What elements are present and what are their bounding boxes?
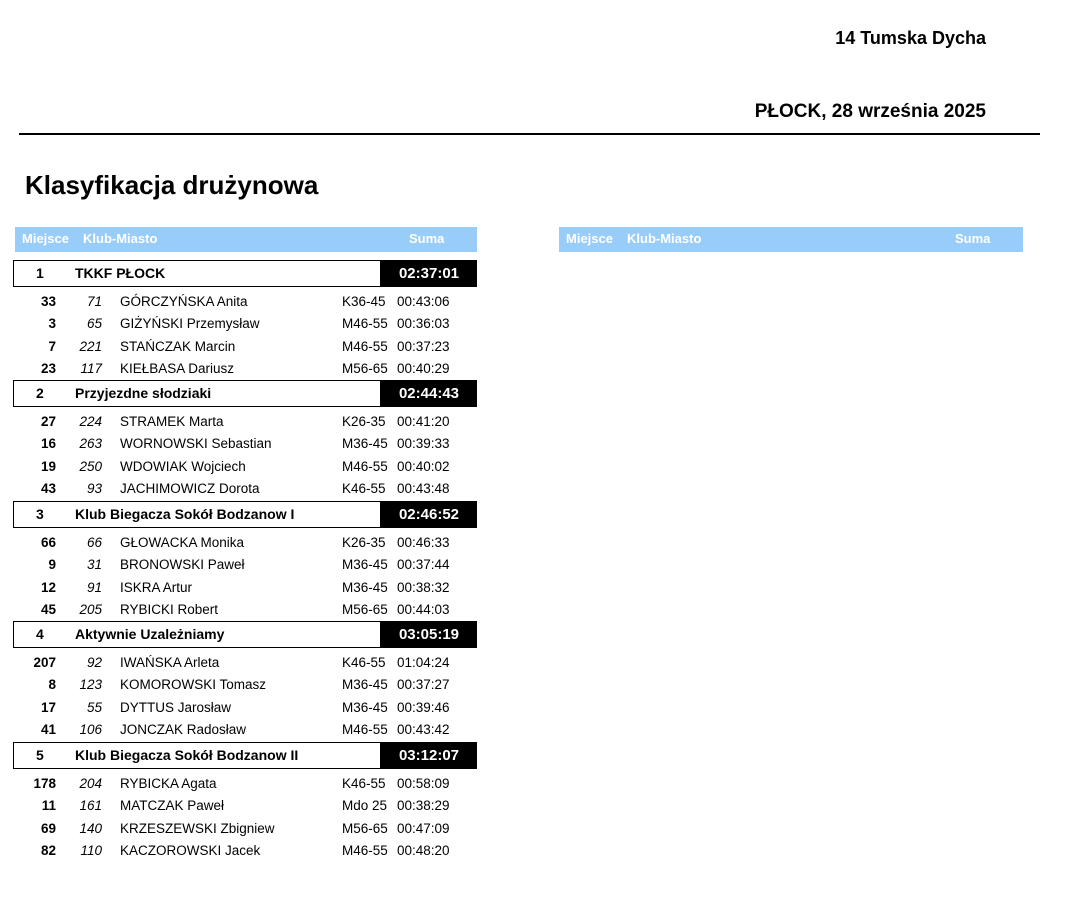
member-bib: 106	[79, 722, 102, 737]
member-name: KOMOROWSKI Tomasz	[120, 677, 267, 692]
team-rank: 2	[36, 385, 44, 401]
member-category: M36-45	[342, 677, 388, 692]
member-time: 00:46:33	[397, 535, 450, 550]
member-category: K46-55	[342, 481, 386, 496]
member-name: KRZESZEWSKI Zbigniew	[120, 821, 275, 836]
member-row	[13, 479, 477, 499]
member-row	[13, 533, 477, 553]
member-category: M46-55	[342, 316, 388, 331]
member-bib: 204	[79, 776, 102, 791]
member-name: BRONOWSKI Paweł	[120, 557, 245, 572]
member-bib: 221	[79, 339, 102, 354]
member-row	[13, 314, 477, 334]
member-category: K26-35	[342, 414, 386, 429]
member-place: 45	[40, 602, 56, 617]
member-place: 82	[40, 843, 56, 858]
column-total-header: Suma	[955, 231, 991, 246]
header-divider	[19, 133, 1040, 135]
column-place-header: Miejsce	[22, 231, 69, 246]
team-total-time: 02:44:43	[381, 380, 477, 407]
team-row	[13, 380, 477, 407]
member-row	[13, 292, 477, 312]
column-club-header: Klub-Miasto	[83, 231, 158, 246]
member-category: K26-35	[342, 535, 386, 550]
member-name: STAŃCZAK Marcin	[120, 339, 236, 354]
event-title: 14 Tumska Dycha	[835, 28, 986, 48]
team-box	[13, 742, 381, 769]
member-row	[13, 600, 477, 620]
member-time: 00:44:03	[397, 602, 450, 617]
member-name: DYTTUS Jarosław	[120, 700, 232, 715]
member-time: 00:43:48	[397, 481, 450, 496]
team-rank: 1	[36, 265, 44, 281]
member-time: 00:41:20	[397, 414, 450, 429]
member-bib: 55	[86, 700, 102, 715]
member-bib: 65	[86, 316, 102, 331]
member-row	[13, 359, 477, 379]
team-total-time: 02:46:52	[381, 501, 477, 528]
results-header-left	[15, 227, 477, 252]
member-place: 8	[48, 677, 56, 692]
member-bib: 123	[79, 677, 102, 692]
member-name: KACZOROWSKI Jacek	[120, 843, 261, 858]
member-category: M36-45	[342, 580, 388, 595]
member-place: 33	[40, 294, 56, 309]
member-place: 11	[41, 798, 56, 813]
member-place: 66	[40, 535, 56, 550]
member-row	[13, 819, 477, 839]
member-row	[13, 337, 477, 357]
member-name: WORNOWSKI Sebastian	[120, 436, 272, 451]
member-category: M46-55	[342, 722, 388, 737]
member-place: 41	[40, 722, 56, 737]
member-place: 23	[40, 361, 56, 376]
member-time: 00:38:32	[397, 580, 450, 595]
member-bib: 205	[79, 602, 102, 617]
member-category: K46-55	[342, 776, 386, 791]
member-time: 00:43:06	[397, 294, 450, 309]
member-row	[13, 434, 477, 454]
member-category: K46-55	[342, 655, 386, 670]
member-place: 69	[40, 821, 56, 836]
member-place: 3	[48, 316, 56, 331]
member-name: GÓRCZYŃSKA Anita	[120, 294, 248, 309]
member-place: 178	[33, 776, 56, 791]
team-name: Klub Biegacza Sokół Bodzanow I	[75, 506, 295, 522]
member-bib: 224	[79, 414, 102, 429]
member-time: 00:40:29	[397, 361, 450, 376]
member-category: M56-65	[342, 361, 388, 376]
member-row	[13, 653, 477, 673]
member-name: GŁOWACKA Monika	[120, 535, 245, 550]
team-total-time: 03:12:07	[381, 742, 477, 769]
member-bib: 263	[79, 436, 102, 451]
member-name: JACHIMOWICZ Dorota	[120, 481, 260, 496]
member-row	[13, 412, 477, 432]
member-bib: 140	[79, 821, 102, 836]
member-time: 00:37:23	[397, 339, 450, 354]
member-name: WDOWIAK Wojciech	[120, 459, 246, 474]
member-bib: 71	[86, 294, 102, 309]
team-row	[13, 501, 477, 528]
member-time: 00:38:29	[397, 798, 450, 813]
member-place: 9	[48, 557, 56, 572]
member-category: M46-55	[342, 339, 388, 354]
member-time: 00:40:02	[397, 459, 450, 474]
team-name: Aktywnie Uzależniamy	[75, 626, 225, 642]
member-category: M36-45	[342, 436, 388, 451]
member-row	[13, 698, 477, 718]
column-club-header: Klub-Miasto	[627, 231, 702, 246]
member-bib: 250	[79, 459, 102, 474]
section-title: Klasyfikacja drużynowa	[25, 170, 319, 200]
member-row	[13, 555, 477, 575]
member-time: 00:43:42	[397, 722, 450, 737]
team-row	[13, 742, 477, 769]
member-bib: 93	[86, 481, 102, 496]
member-category: M46-55	[342, 459, 388, 474]
member-time: 00:48:20	[397, 843, 450, 858]
member-name: RYBICKI Robert	[120, 602, 219, 617]
team-rank: 3	[36, 506, 44, 522]
member-time: 01:04:24	[397, 655, 450, 670]
member-bib: 161	[79, 798, 102, 813]
team-box	[13, 501, 381, 528]
member-time: 00:39:33	[397, 436, 450, 451]
member-time: 00:37:27	[397, 677, 450, 692]
team-box	[13, 380, 381, 407]
member-place: 43	[40, 481, 56, 496]
results-header-right	[559, 227, 1023, 252]
member-row	[13, 457, 477, 477]
team-name: Przyjezdne słodziaki	[75, 385, 212, 401]
member-bib: 66	[86, 535, 102, 550]
team-box	[13, 260, 381, 287]
member-place: 17	[40, 700, 56, 715]
member-name: RYBICKA Agata	[120, 776, 217, 791]
member-time: 00:37:44	[397, 557, 450, 572]
member-name: STRAMEK Marta	[120, 414, 224, 429]
member-row	[13, 796, 477, 816]
member-place: 207	[33, 655, 56, 670]
member-category: M46-55	[342, 843, 388, 858]
member-bib: 92	[86, 655, 102, 670]
team-name: TKKF PŁOCK	[75, 265, 166, 281]
member-name: ISKRA Artur	[120, 580, 193, 595]
team-total-time: 03:05:19	[381, 621, 477, 648]
member-name: MATCZAK Paweł	[120, 798, 225, 813]
team-rank: 4	[36, 626, 44, 642]
team-total-time: 02:37:01	[381, 260, 477, 287]
event-place-date: PŁOCK, 28 września 2025	[754, 101, 986, 122]
member-row	[13, 675, 477, 695]
member-category: K36-45	[342, 294, 386, 309]
team-rank: 5	[36, 747, 44, 763]
team-row	[13, 621, 477, 648]
member-time: 00:58:09	[397, 776, 450, 791]
team-box	[13, 621, 381, 648]
member-row	[13, 774, 477, 794]
member-row	[13, 720, 477, 740]
team-row	[13, 260, 477, 287]
member-name: IWAŃSKA Arleta	[120, 655, 220, 670]
member-name: GIŻYŃSKI Przemysław	[120, 316, 260, 331]
member-category: Mdo 25	[342, 798, 388, 813]
member-time: 00:39:46	[397, 700, 450, 715]
member-time: 00:47:09	[397, 821, 450, 836]
member-name: KIEŁBASA Dariusz	[120, 361, 235, 376]
member-place: 27	[40, 414, 56, 429]
member-bib: 31	[86, 557, 102, 572]
member-category: M56-65	[342, 602, 388, 617]
column-place-header: Miejsce	[566, 231, 613, 246]
member-row	[13, 841, 477, 861]
member-place: 12	[40, 580, 56, 595]
member-time: 00:36:03	[397, 316, 450, 331]
member-row	[13, 578, 477, 598]
member-category: M56-65	[342, 821, 388, 836]
member-bib: 117	[80, 361, 102, 376]
column-total-header: Suma	[409, 231, 445, 246]
team-name: Klub Biegacza Sokół Bodzanow II	[75, 747, 299, 763]
member-category: M36-45	[342, 700, 388, 715]
member-place: 16	[40, 436, 56, 451]
member-place: 19	[40, 459, 56, 474]
member-bib: 91	[86, 580, 102, 595]
member-category: M36-45	[342, 557, 388, 572]
member-name: JONCZAK Radosław	[120, 722, 247, 737]
member-bib: 110	[80, 843, 102, 858]
member-place: 7	[48, 339, 56, 354]
